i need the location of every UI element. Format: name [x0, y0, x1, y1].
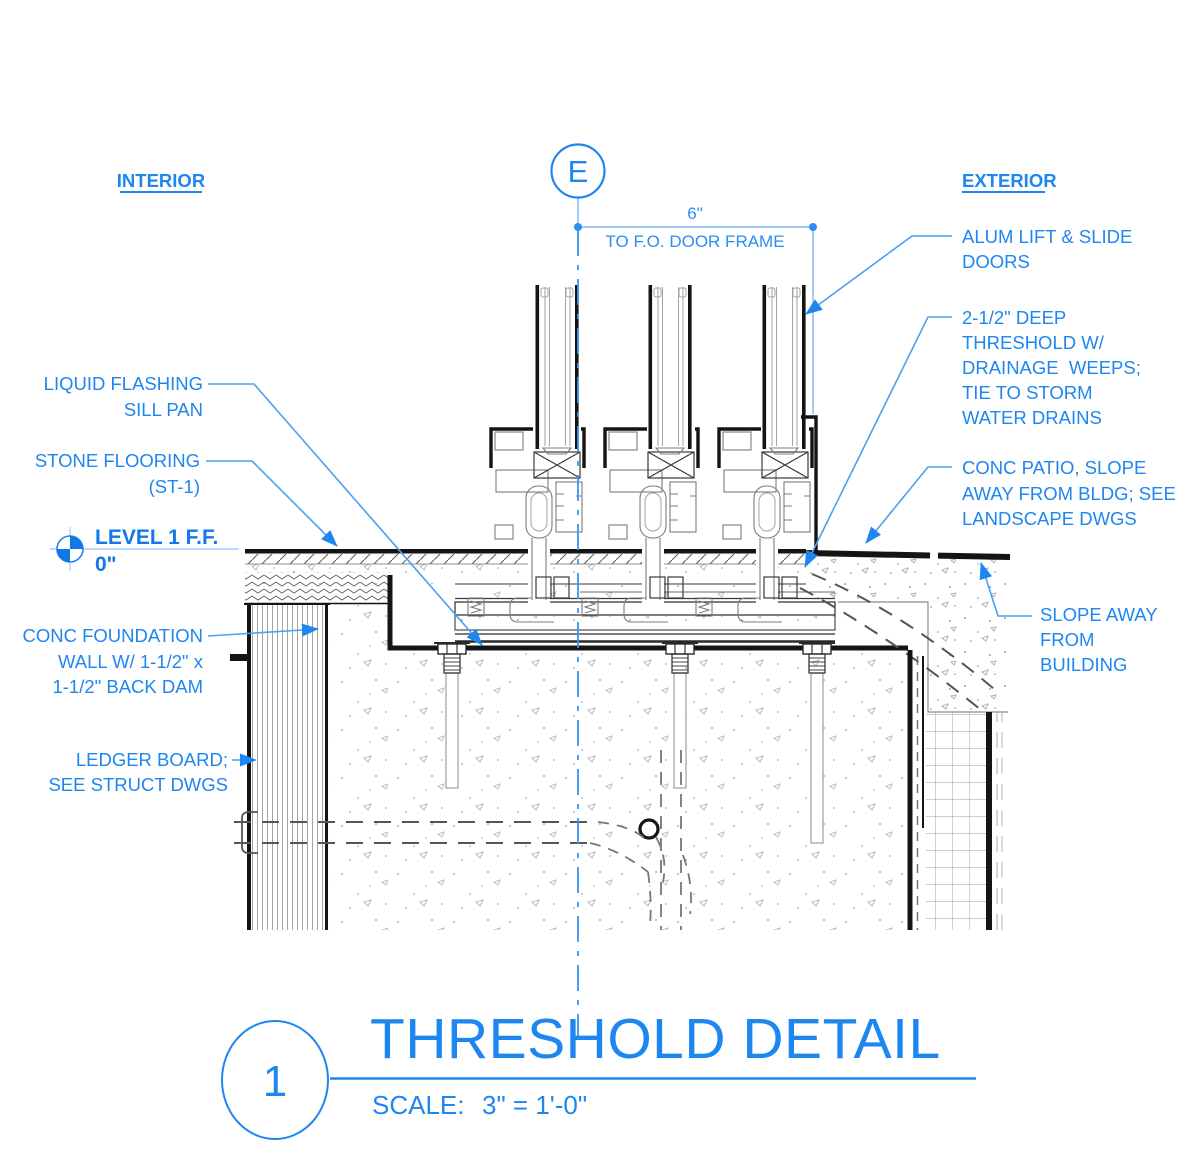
detail-title: THRESHOLD DETAIL — [370, 1007, 941, 1071]
label-ledger-board — [48, 749, 256, 795]
title-block — [222, 1007, 976, 1139]
grid-bubble-label: E — [567, 154, 589, 189]
svg-text:LEDGER BOARD;: LEDGER BOARD; — [75, 749, 228, 770]
svg-text:BUILDING: BUILDING — [1040, 654, 1128, 675]
svg-text:WATER DRAINS: WATER DRAINS — [962, 407, 1102, 428]
drain-pipe-section — [640, 820, 658, 838]
svg-text:AWAY FROM BLDG; SEE: AWAY FROM BLDG; SEE — [962, 483, 1176, 504]
svg-text:(ST-1): (ST-1) — [148, 476, 200, 497]
svg-text:SEE STRUCT DWGS: SEE STRUCT DWGS — [48, 774, 228, 795]
dimension-note: TO F.O. DOOR FRAME — [605, 232, 785, 251]
svg-text:1-1/2" BACK DAM: 1-1/2" BACK DAM — [52, 676, 203, 697]
svg-text:CONC FOUNDATION: CONC FOUNDATION — [22, 625, 203, 646]
svg-text:STONE FLOORING: STONE FLOORING — [34, 450, 200, 471]
svg-text:DRAINAGE WEEPS;: DRAINAGE WEEPS; — [962, 357, 1141, 378]
svg-text:SILL PAN: SILL PAN — [123, 399, 203, 420]
svg-text:LIQUID FLASHING: LIQUID FLASHING — [43, 373, 203, 394]
level-elevation: 0" — [95, 553, 117, 576]
ledger-shelf — [230, 654, 247, 661]
svg-text:LANDSCAPE DWGS: LANDSCAPE DWGS — [962, 508, 1137, 529]
svg-text:TIE TO STORM: TIE TO STORM — [962, 382, 1093, 403]
scale-label: SCALE: — [372, 1090, 465, 1120]
scale-value: 3" = 1'-0" — [482, 1090, 588, 1120]
drainage-grid — [926, 712, 986, 930]
dimension-value: 6" — [687, 204, 703, 223]
glass-door-panels — [536, 285, 806, 454]
foundation-wall — [230, 604, 330, 930]
architectural-drawing — [230, 285, 1010, 930]
svg-text:ALUM LIFT & SLIDE: ALUM LIFT & SLIDE — [962, 226, 1133, 247]
label-conc-patio — [866, 457, 1176, 543]
svg-text:WALL W/ 1-1/2" x: WALL W/ 1-1/2" x — [57, 651, 203, 672]
svg-text:THRESHOLD W/: THRESHOLD W/ — [962, 332, 1104, 353]
svg-text:FROM: FROM — [1040, 629, 1095, 650]
detail-number: 1 — [262, 1057, 288, 1106]
dimension-6in — [574, 204, 817, 414]
svg-text:CONC PATIO, SLOPE: CONC PATIO, SLOPE — [962, 457, 1147, 478]
label-alum-doors — [806, 226, 1132, 314]
svg-text:SLOPE AWAY: SLOPE AWAY — [1040, 604, 1158, 625]
interior-label: INTERIOR — [116, 170, 206, 191]
svg-text:DOORS: DOORS — [962, 251, 1030, 272]
level-datum — [50, 526, 239, 576]
exterior-label: EXTERIOR — [962, 170, 1057, 191]
svg-text:2-1/2" DEEP: 2-1/2" DEEP — [962, 307, 1067, 328]
level-name: LEVEL 1 F.F. — [95, 526, 219, 549]
